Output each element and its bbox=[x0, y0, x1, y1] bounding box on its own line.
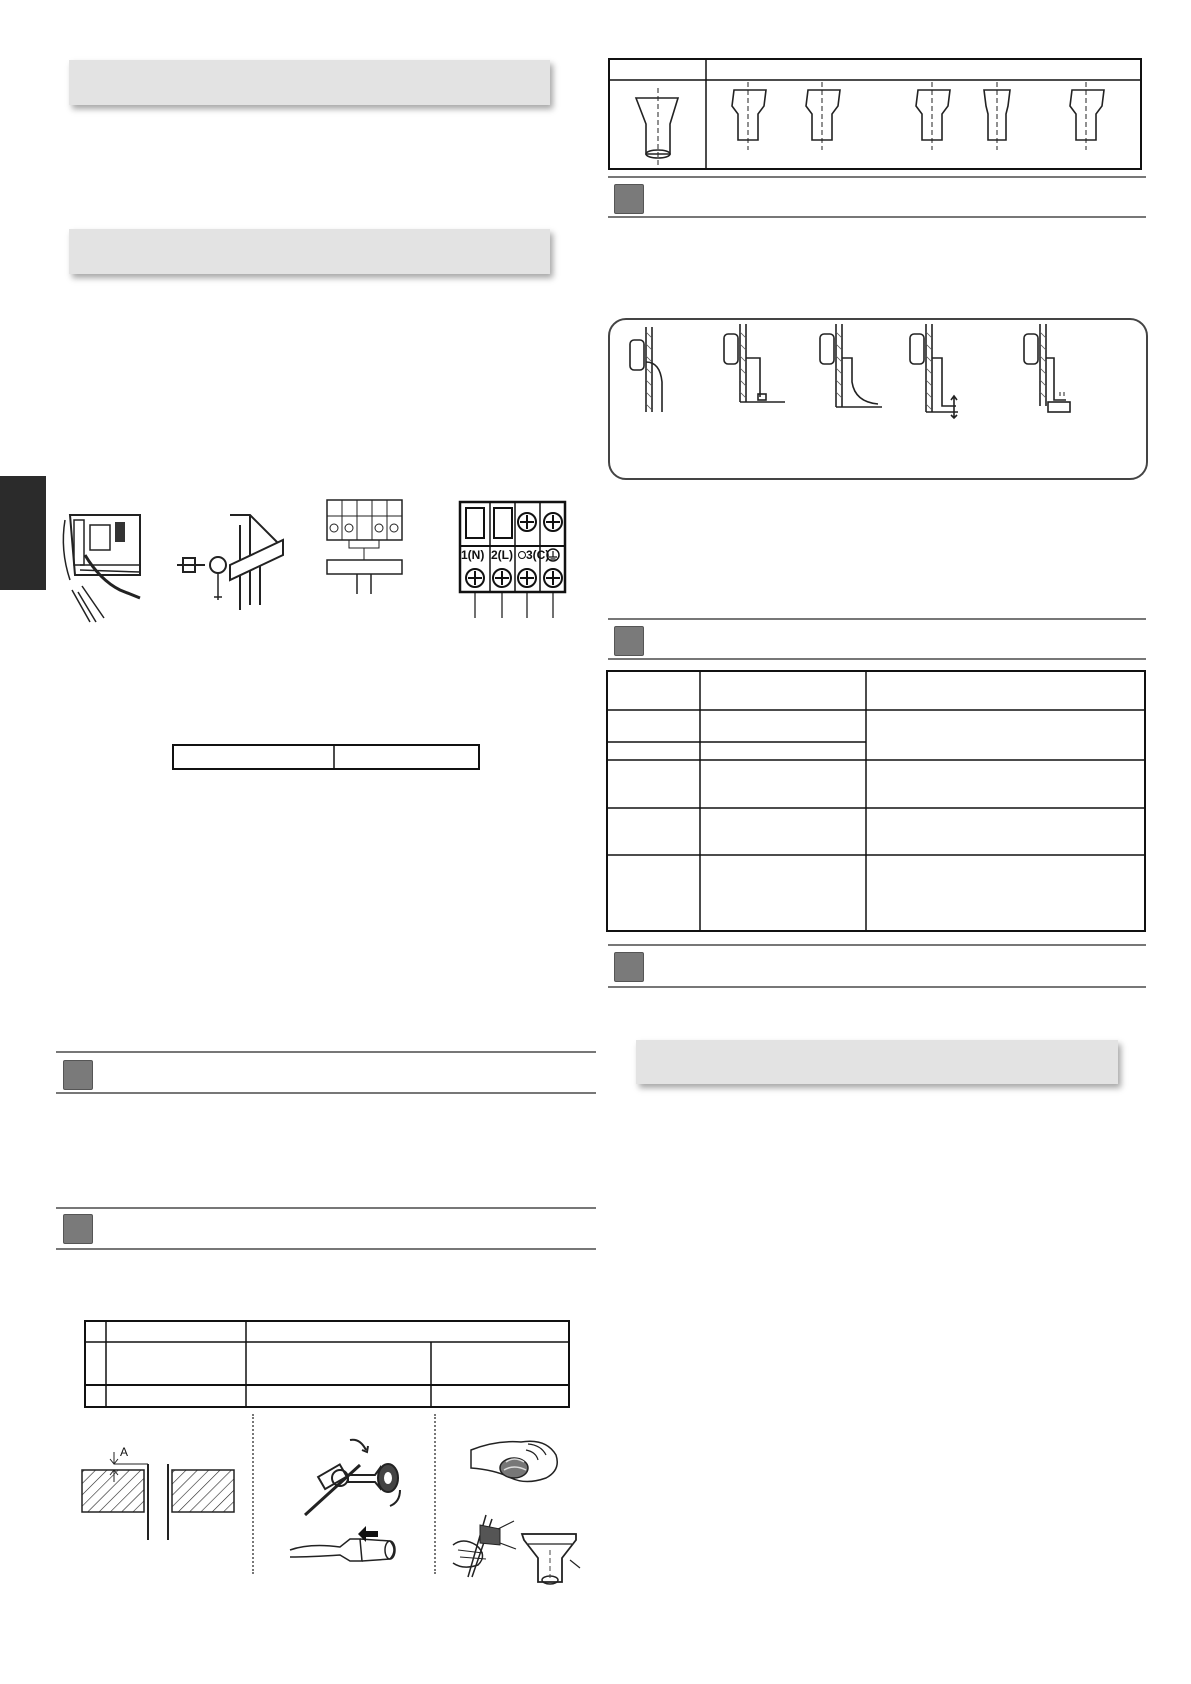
terminal-strip-figure bbox=[325, 498, 405, 596]
section-rule bbox=[56, 1092, 596, 1094]
section-rule bbox=[56, 1207, 596, 1209]
section-banner-3 bbox=[636, 1040, 1118, 1084]
section-rule bbox=[608, 658, 1146, 660]
section-number-box bbox=[63, 1214, 93, 1244]
section-number-box bbox=[614, 952, 644, 982]
section-rule bbox=[608, 986, 1146, 988]
dimension-label-a: A bbox=[120, 1445, 129, 1459]
dotted-divider bbox=[434, 1414, 436, 1574]
terminal-block-figure bbox=[458, 500, 568, 620]
section-number-box bbox=[614, 626, 644, 656]
flare-cross-section-figure bbox=[80, 1440, 240, 1540]
flare-check-table bbox=[608, 58, 1142, 170]
section-rule bbox=[56, 1248, 596, 1250]
terminal-label-2l: 2(L) bbox=[491, 548, 513, 562]
flaring-tool-figure bbox=[448, 1515, 516, 1580]
ring-terminal-figure bbox=[175, 505, 285, 615]
section-rule bbox=[608, 216, 1146, 218]
indoor-unit-wiring-figure bbox=[60, 510, 145, 625]
hand-nut-figure bbox=[466, 1430, 566, 1495]
small-blank-table bbox=[172, 744, 480, 770]
side-tab bbox=[0, 476, 46, 590]
section-number-box bbox=[614, 184, 644, 214]
drain-hose-figures bbox=[620, 322, 1140, 422]
section-banner-2 bbox=[69, 229, 550, 274]
section-rule bbox=[608, 176, 1146, 178]
flared-pipe-figure bbox=[520, 1530, 580, 1585]
section-number-box bbox=[63, 1060, 93, 1090]
ground-symbol-icon bbox=[519, 552, 526, 559]
section-rule bbox=[608, 618, 1146, 620]
pipe-spec-table bbox=[84, 1320, 570, 1408]
pipe-reamer-figure bbox=[290, 1525, 410, 1575]
terminal-label-1n: 1(N) bbox=[461, 548, 485, 562]
troubleshooting-table bbox=[606, 670, 1146, 932]
section-banner-1 bbox=[69, 60, 550, 105]
dotted-divider bbox=[252, 1414, 254, 1574]
section-rule bbox=[608, 944, 1146, 946]
terminal-label-3c: 3(C) bbox=[526, 548, 550, 562]
pipe-cutter-figure bbox=[300, 1430, 420, 1520]
section-rule bbox=[56, 1051, 596, 1053]
